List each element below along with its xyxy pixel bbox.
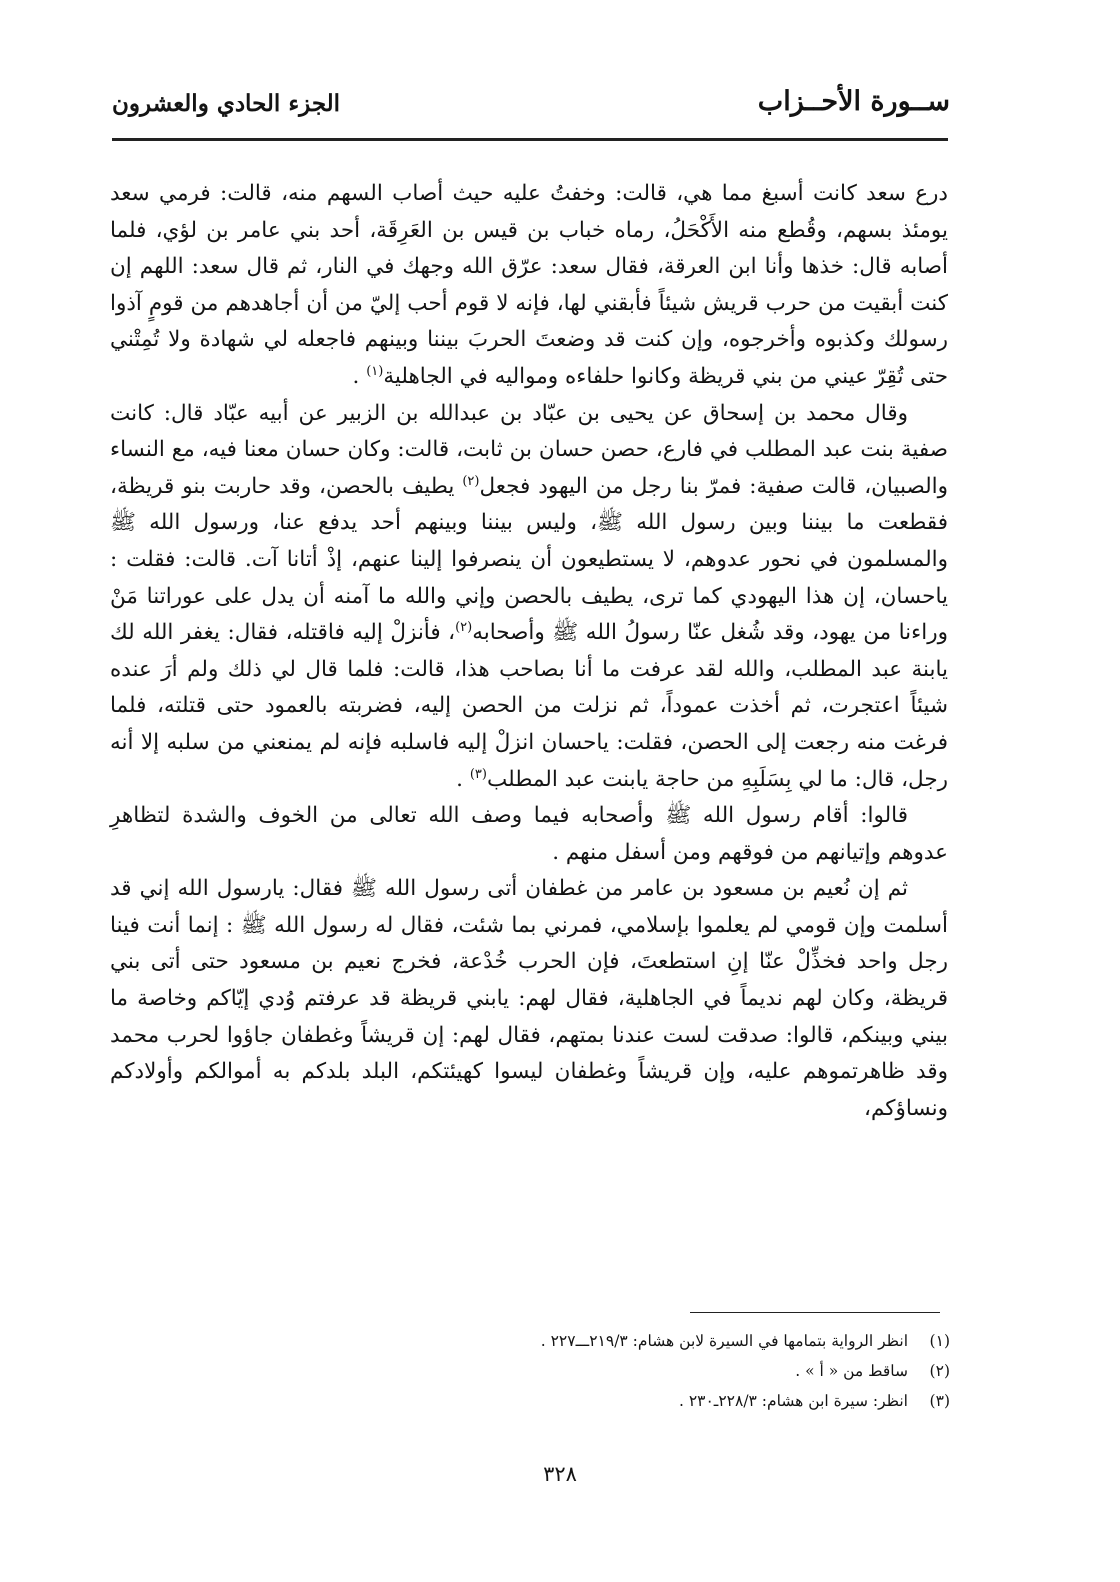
footnote-3 <box>112 1386 950 1416</box>
paragraph-4: ثم إن نُعيم بن مسعود بن عامر من غطفان أتى رسول الله ﷺ فقال: يارسول الله إني قد أسلمت وإن قومي لم يعلموا بإسلامي، فمرني بما شئت، فقال له رسول الله ﷺ : إنما أنت فينا رجل واحد فخذِّلْ عنّا إنِ استطعتَ، فإن الحرب خُدْعة، فخرج نعيم بن مسعود حتى أتى بني قريظة، وكان لهم نديماً في الجاهلية، فقال لهم: يابني قريظة قد عرفتم وُدي إيّاكم وخاصة ما بيني وبينكم، قالوا: صدقت لست عندنا بمتهم، فقال لهم: إن قريشاً وغطفان جاؤوا لحرب محمد وقد ظاهرتموهم عليه، وإن قريشاً وغطفان ليسوا كهيئتكم، البلد بلدكم به أموالكم وأولادكم ونساؤكم، <box>110 876 948 1121</box>
paragraph-2-text-c: ، فأنزلْ إليه فاقتله، فقال: يغفر الله لك يابنة عبد المطلب، والله لقد عرفت ما أنا بصاحب هذا، قالت: فلما قال لي ذلك ولم أرَ عنده شيئاً اعتجرت، ثم أخذت عموداً، ثم نزلت من الحصن إليه، فضربته بالعمود حتى قتلته، فلما فرغت منه رجعت إلى الحصن، فقلت: ياحسان انزلْ إليه فاسلبه فإنه لم يمنعني من سلبه إلا أنه رجل، قال: ما لي بِسَلَبِهِ من حاجة يابنت عبد المطلب <box>110 620 948 792</box>
running-header <box>112 86 950 130</box>
surah-title: ســورة الأحــزاب <box>757 86 950 117</box>
paragraph-1-end: . <box>352 363 367 389</box>
footnote-1-number: (١) <box>929 1332 950 1350</box>
main-text <box>110 176 948 1127</box>
footnote-ref-2a: (٢) <box>462 473 480 489</box>
paragraph-1 <box>110 176 948 396</box>
footnote-ref-2b: (٢) <box>455 619 473 635</box>
footnote-2-number: (٢) <box>929 1362 950 1380</box>
header-rule <box>112 138 948 141</box>
footnotes <box>112 1326 950 1416</box>
footnote-ref-3: (٣) <box>469 766 487 782</box>
footnote-3-number: (٣) <box>929 1392 950 1410</box>
paragraph-3: قالوا: أقام رسول الله ﷺ وأصحابه فيما وصف الله تعالى من الخوف والشدة لتظاهرِ عدوهم وإتيانهم من فوقهم ومن أسفل منهم . <box>110 803 948 865</box>
paragraph-2-text-b: يطيف بالحصن، وقد حاربت بنو قريظة، فقطعت ما بيننا وبين رسول الله ﷺ، وليس بيننا وبينهم أحد يدفع عنا، ورسول الله ﷺ والمسلمون في نحور عدوهم، لا يستطيعون أن ينصرفوا إلينا عنهم، إذْ أتانا آت. قالت: فقلت : ياحسان، إن هذا اليهودي كما ترى، يطيف بالحصن وإني والله ما آمنه أن يدل على عوراتنا مَنْ وراءنا من يهود، وقد شُغل عنّا رسولُ الله ﷺ وأصحابه <box>110 473 948 646</box>
footnote-1 <box>112 1326 950 1356</box>
footnote-2-text: ساقط من « أ » . <box>795 1362 908 1380</box>
paragraph-2-text-a: وقال محمد بن إسحاق عن يحيى بن عبّاد بن عبدالله بن الزبير عن أبيه عبّاد قال: كانت صفية بنت عبد المطلب في فارع، حصن حسان بن ثابت، قالت: وكان حسان معنا فيه، مع النساء والصبيان، قالت صفية: فمرّ بنا رجل من اليهود فجعل <box>110 400 948 499</box>
paragraph-2-end: . <box>456 766 470 792</box>
footnote-ref-1: (١) <box>366 363 384 379</box>
footnote-3-text: انظر: سيرة ابن هشام: ٢٢٨/٣ـ٢٣٠ . <box>678 1392 908 1410</box>
footnote-2 <box>112 1356 950 1386</box>
paragraph-1-text: درع سعد كانت أسبغ مما هي، قالت: وخفتُ عليه حيث أصاب السهم منه، قالت: فرمي سعد يومئذ بسهم، وقُطع منه الأَكْحَلُ، رماه خباب بن قيس بن العَرِقَة، أحد بني عامر بن لؤي، فلما أصابه قال: خذها وأنا ابن العرقة، فقال سعد: عرّق الله وجهك في النار، ثم قال سعد: اللهم إن كنت أبقيت من حرب قريش شيئاً فأبقني لها، فإنه لا قوم أحب إليّ من أن أجاهدهم من قومٍ آذوا رسولك وكذبوه وأخرجوه، وإن كنت قد وضعتَ الحربَ بيننا وبينهم فاجعله لي شهادة ولا تُمِتْني حتى تُقِرّ عيني من بني قريظة وكانوا حلفاءه ومواليه في الجاهلية <box>110 181 948 389</box>
page-number: ٣٢٨ <box>543 1462 577 1486</box>
paragraph-2 <box>110 396 948 799</box>
footnote-rule <box>690 1312 940 1313</box>
part-title: الجزء الحادي والعشرون <box>112 90 341 117</box>
footnote-1-text: انظر الرواية بتمامها في السيرة لابن هشام: ٢١٩/٣ـــ٢٢٧ . <box>540 1332 908 1350</box>
